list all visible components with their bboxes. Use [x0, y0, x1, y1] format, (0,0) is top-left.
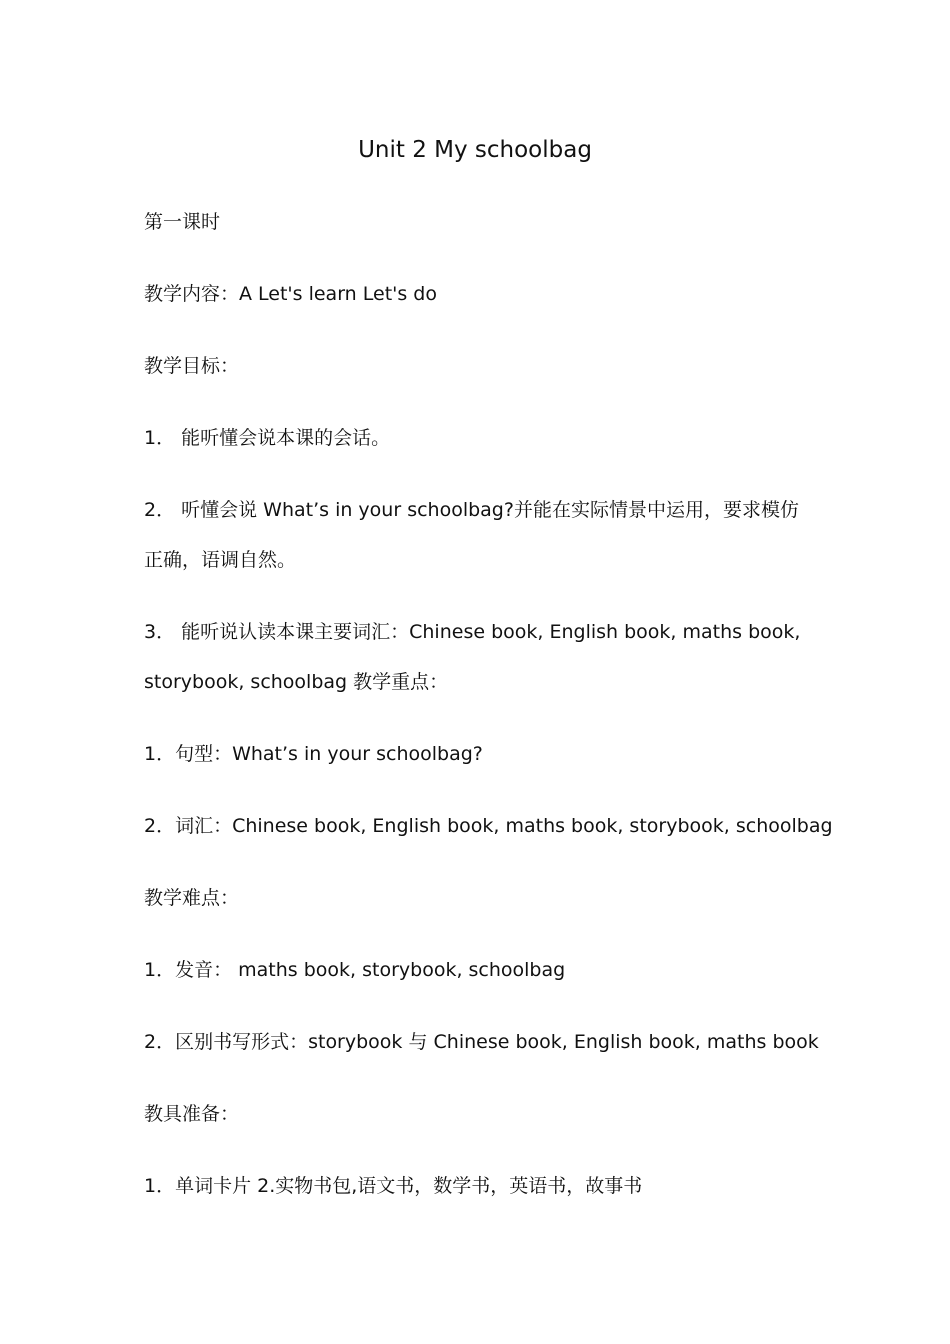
difficulties-heading: 教学难点： — [144, 887, 240, 909]
key-point-1: 1．句型：What’s in your schoolbag? — [144, 743, 483, 765]
lesson-period: 第一课时 — [144, 211, 221, 233]
goal-item-1: 1． 能听懂会说本课的会话。 — [144, 427, 391, 449]
goal-item-2: 2． 听懂会说 What’s in your schoolbag?并能在实际情景中运用，要求模仿 — [144, 499, 799, 521]
difficulty-item-2: 2．区别书写形式：storybook 与 Chinese book, English book, maths book — [144, 1031, 819, 1053]
difficulty-item-1: 1．发音： maths book, storybook, schoolbag — [144, 959, 566, 981]
teaching-goals-heading: 教学目标： — [144, 355, 240, 377]
document-title: Unit 2 My schoolbag — [358, 137, 592, 163]
materials-item-1: 1．单词卡片 2.实物书包,语文书，数学书，英语书，故事书 — [144, 1175, 643, 1197]
goal-item-2-continued: 正确，语调自然。 — [144, 549, 297, 571]
goal-item-3: 3． 能听说认读本课主要词汇：Chinese book, English book, maths book, — [144, 621, 801, 643]
teaching-content: 教学内容：A Let's learn Let's do — [144, 283, 437, 305]
goal-item-3-continued: storybook, schoolbag 教学重点： — [144, 671, 449, 693]
key-point-2: 2．词汇：Chinese book, English book, maths book, storybook, schoolbag — [144, 815, 833, 837]
materials-heading: 教具准备： — [144, 1103, 240, 1125]
